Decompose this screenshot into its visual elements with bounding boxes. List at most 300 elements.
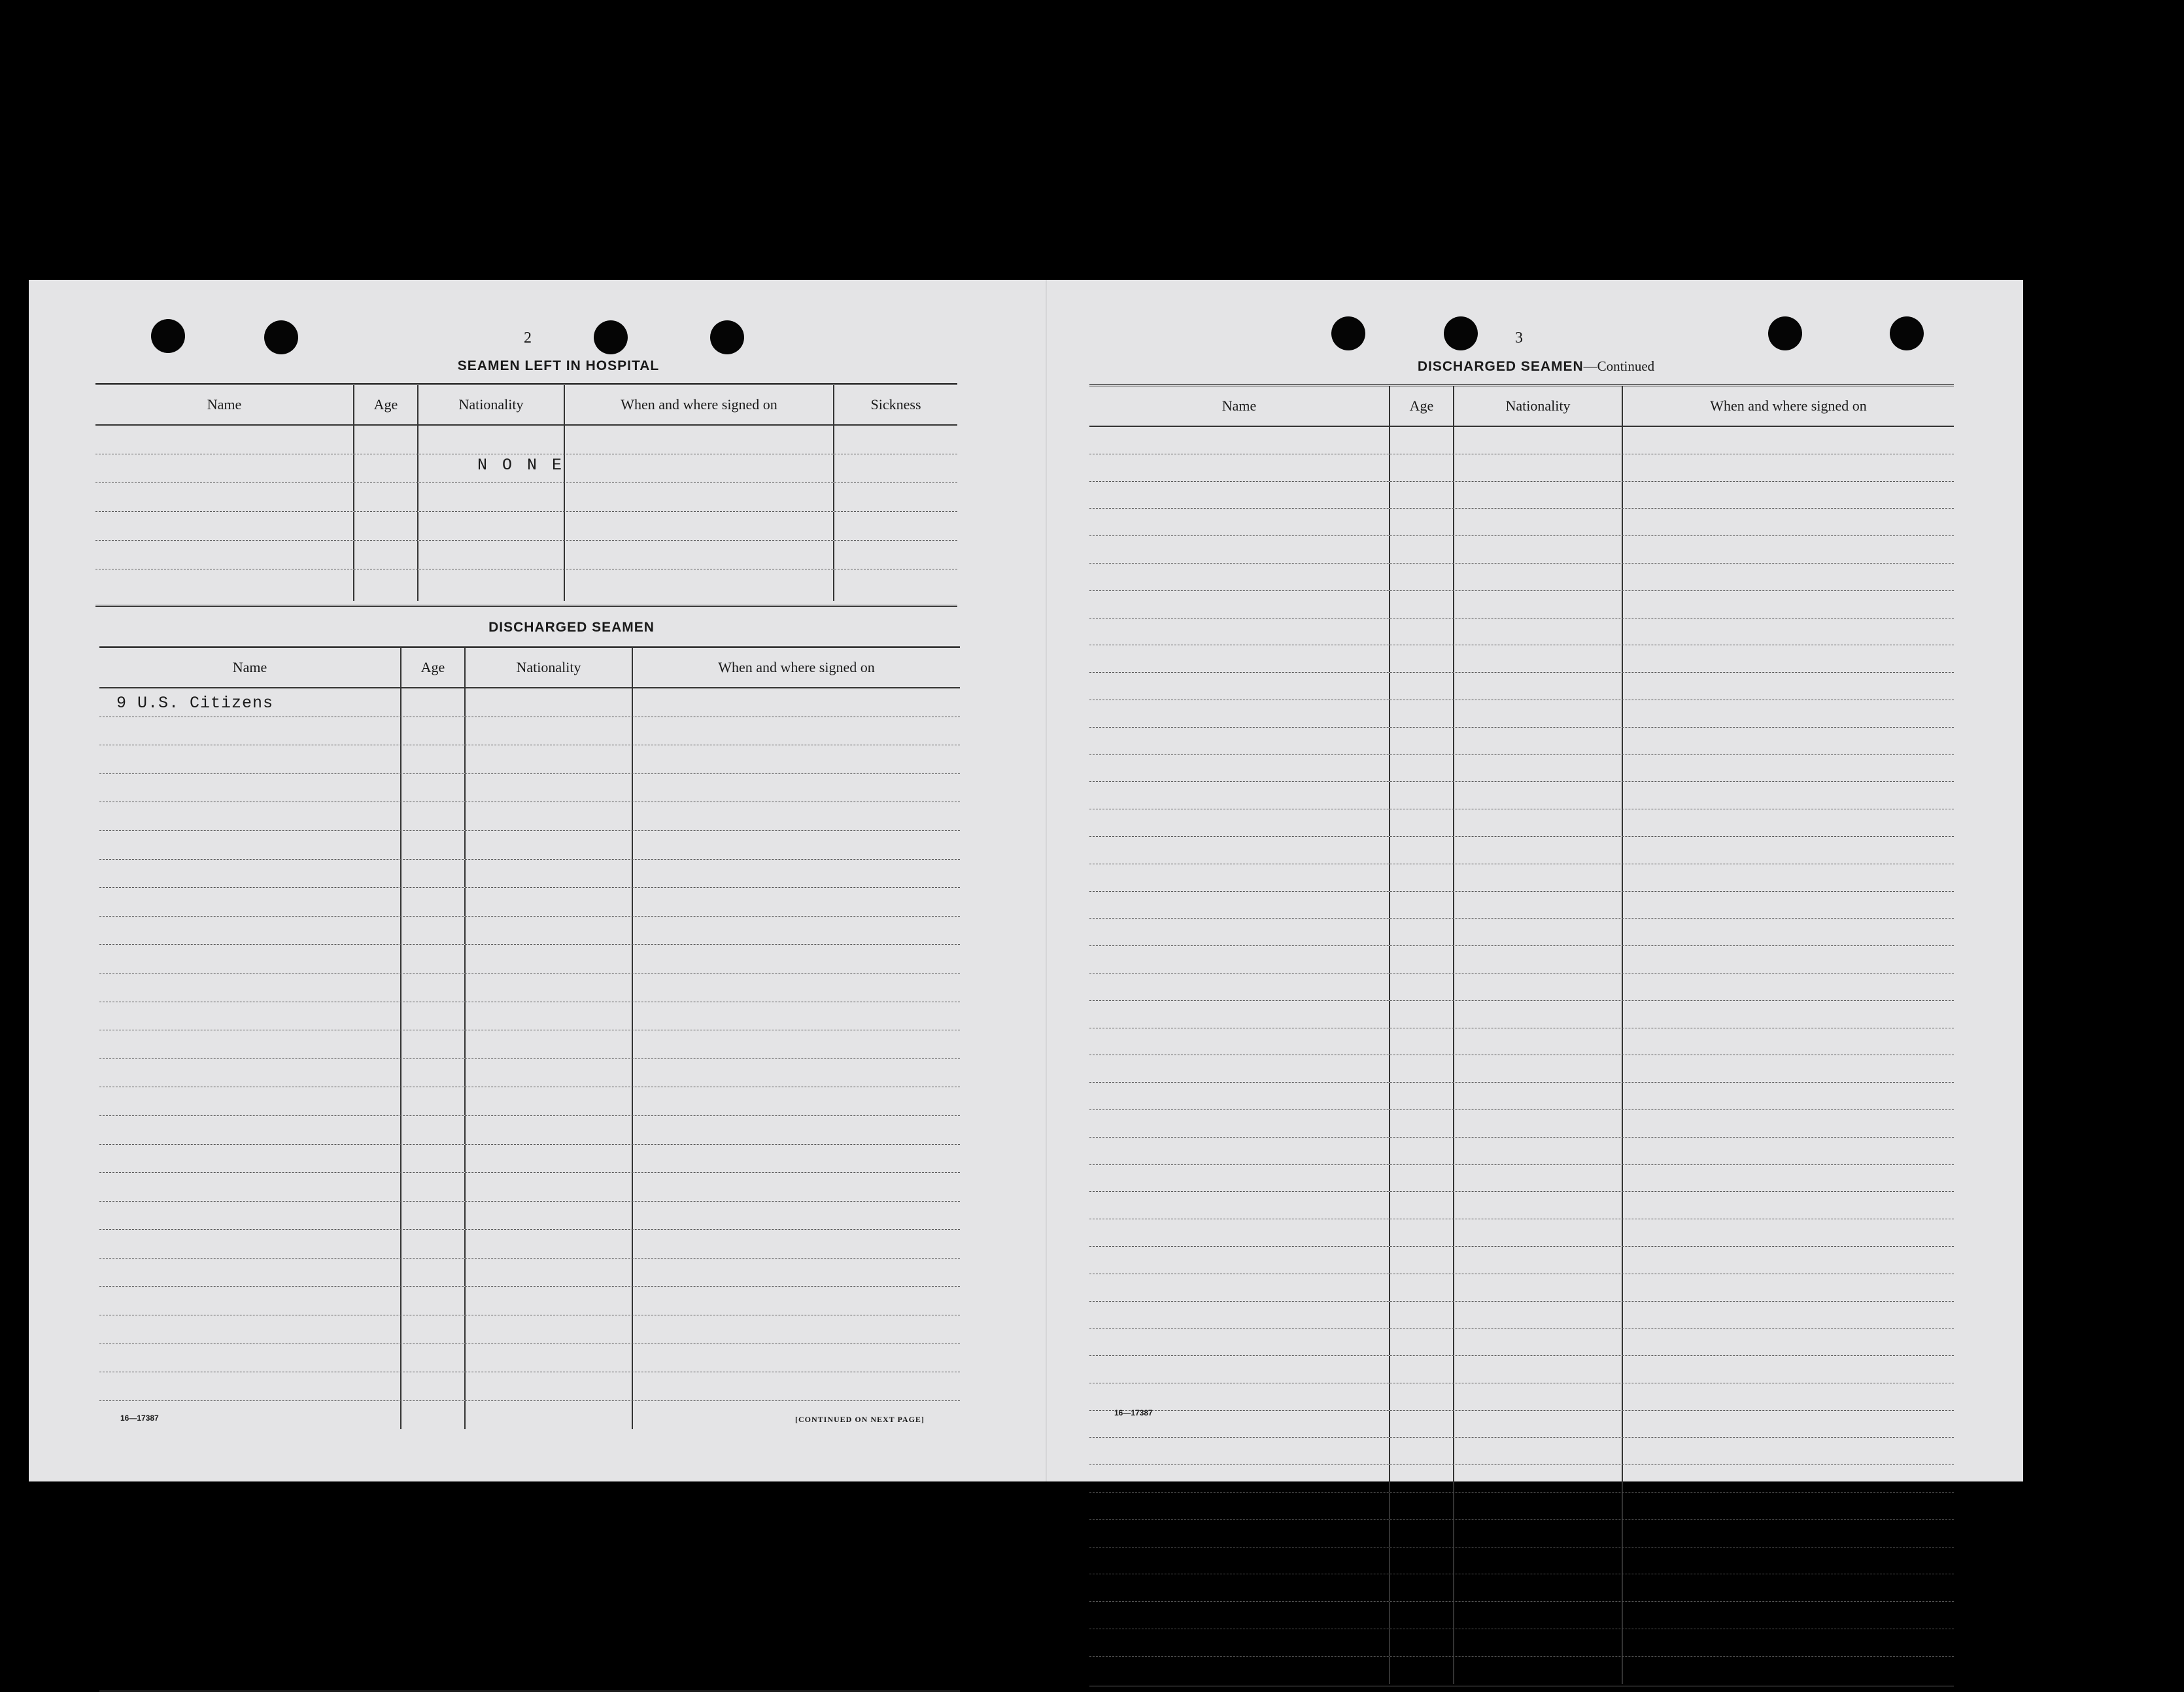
table-cell xyxy=(99,973,401,1002)
table-row xyxy=(1089,1465,1954,1493)
table-cell xyxy=(1089,973,1390,1000)
table-cell xyxy=(1454,1574,1623,1601)
table-cell xyxy=(1089,1138,1390,1164)
table-cell xyxy=(1390,618,1454,645)
table-cell xyxy=(99,1202,401,1230)
col-age-header: Age xyxy=(354,385,418,424)
table-cell xyxy=(1454,837,1623,864)
table-cell xyxy=(1623,564,1954,590)
table-cell xyxy=(1623,919,1954,945)
table-row xyxy=(1089,837,1954,864)
table-row xyxy=(1089,1247,1954,1274)
table-cell xyxy=(633,945,960,973)
title-suffix: —Continued xyxy=(1583,358,1655,374)
table-cell xyxy=(1623,1219,1954,1246)
col-name-header: Name xyxy=(99,648,401,687)
table-cell xyxy=(1390,1493,1454,1519)
table-cell xyxy=(1623,1602,1954,1629)
table-cell xyxy=(1454,1520,1623,1547)
table-row xyxy=(1089,1411,1954,1438)
table-cell xyxy=(633,917,960,945)
table-cell xyxy=(1454,1657,1623,1684)
table-cell xyxy=(1623,1629,1954,1656)
table-cell xyxy=(1390,1520,1454,1547)
table-cell xyxy=(1089,728,1390,754)
table-row xyxy=(1089,1028,1954,1056)
discharged-entry: 9 U.S. Citizens xyxy=(116,694,274,713)
table-row xyxy=(1089,755,1954,783)
table-row xyxy=(1089,864,1954,892)
table-cell xyxy=(401,888,466,916)
table-cell xyxy=(1390,946,1454,973)
table-row xyxy=(99,1059,960,1088)
table-cell xyxy=(99,745,401,773)
table-cell xyxy=(1623,782,1954,809)
table-cell xyxy=(1623,1110,1954,1137)
table-cell xyxy=(1623,973,1954,1000)
table-cell xyxy=(1089,454,1390,481)
table-row xyxy=(1089,1274,1954,1302)
table-row xyxy=(1089,1055,1954,1083)
table-cell xyxy=(1623,1247,1954,1274)
table-cell xyxy=(401,1173,466,1201)
table-cell xyxy=(1089,1493,1390,1519)
table-cell xyxy=(1390,1083,1454,1109)
col-signed-on-header: When and where signed on xyxy=(718,659,875,675)
table-cell xyxy=(633,688,960,717)
table-cell xyxy=(633,774,960,802)
table-row xyxy=(1089,973,1954,1001)
table-cell xyxy=(633,1315,960,1344)
table-cell xyxy=(1089,482,1390,509)
table-cell xyxy=(1089,892,1390,919)
table-cell xyxy=(1454,1274,1623,1301)
hospital-table-body xyxy=(95,426,957,601)
table-cell xyxy=(466,1202,633,1230)
table-cell xyxy=(1390,837,1454,864)
title-main: DISCHARGED SEAMEN xyxy=(1417,359,1584,374)
table-cell xyxy=(401,688,466,717)
table-cell xyxy=(401,1287,466,1315)
table-row xyxy=(1089,1165,1954,1193)
table-cell xyxy=(1623,536,1954,563)
table-cell xyxy=(1390,1274,1454,1301)
table-cell xyxy=(1089,1356,1390,1383)
table-cell xyxy=(1390,1001,1454,1028)
table-cell xyxy=(99,774,401,802)
col-sickness-header: Sickness xyxy=(870,396,921,413)
table-cell xyxy=(1454,755,1623,782)
table-cell xyxy=(99,802,401,830)
table-cell xyxy=(1623,482,1954,509)
table-row xyxy=(1089,782,1954,809)
table-row xyxy=(99,1173,960,1202)
table-row xyxy=(1089,1356,1954,1383)
table-cell xyxy=(1089,591,1390,618)
table-cell xyxy=(1623,809,1954,836)
table-cell xyxy=(633,1287,960,1315)
table-cell xyxy=(1454,591,1623,618)
table-cell xyxy=(1390,755,1454,782)
table-cell xyxy=(633,1116,960,1144)
table-row xyxy=(99,1030,960,1059)
table-cell xyxy=(1089,1465,1390,1492)
table-cell xyxy=(1390,1629,1454,1656)
page-number-left: 2 xyxy=(524,330,532,347)
table-cell xyxy=(1390,1411,1454,1438)
table-cell xyxy=(633,1002,960,1030)
table-cell xyxy=(1390,892,1454,919)
table-cell xyxy=(401,917,466,945)
table-cell xyxy=(466,1002,633,1030)
table-cell xyxy=(466,973,633,1002)
table-row xyxy=(95,426,957,454)
table-cell xyxy=(1390,919,1454,945)
table-cell xyxy=(1089,755,1390,782)
table-cell xyxy=(1390,1247,1454,1274)
punch-hole xyxy=(1331,316,1365,350)
table-cell xyxy=(633,1173,960,1201)
punch-hole xyxy=(1890,316,1924,350)
table-cell xyxy=(1623,1493,1954,1519)
table-cell xyxy=(1454,645,1623,672)
table-cell xyxy=(1623,1383,1954,1410)
table-cell xyxy=(1623,1465,1954,1492)
table-cell xyxy=(1390,1328,1454,1355)
table-cell xyxy=(1623,1328,1954,1355)
table-row xyxy=(1089,700,1954,728)
table-cell xyxy=(1390,864,1454,891)
table-cell xyxy=(1089,1629,1390,1656)
table-cell xyxy=(1623,427,1954,454)
table-cell xyxy=(466,1087,633,1115)
table-cell xyxy=(466,1259,633,1287)
table-cell xyxy=(1454,673,1623,700)
table-cell xyxy=(1454,946,1623,973)
col-age-header: Age xyxy=(401,648,466,687)
table-cell xyxy=(401,973,466,1002)
table-cell xyxy=(466,1287,633,1315)
table-cell xyxy=(1454,728,1623,754)
table-cell xyxy=(1454,892,1623,919)
table-row xyxy=(1089,645,1954,673)
table-cell xyxy=(1089,1438,1390,1464)
table-cell xyxy=(466,1372,633,1400)
table-cell xyxy=(1623,673,1954,700)
table-cell xyxy=(1623,645,1954,672)
table-cell xyxy=(1390,1219,1454,1246)
table-cell xyxy=(1623,755,1954,782)
table-cell xyxy=(1390,1302,1454,1328)
table-cell xyxy=(1454,1192,1623,1219)
table-row xyxy=(99,973,960,1002)
table-row xyxy=(1089,1520,1954,1548)
table-cell xyxy=(401,1087,466,1115)
table-cell xyxy=(401,860,466,888)
table-cell xyxy=(1454,1001,1623,1028)
table-cell xyxy=(99,1287,401,1315)
table-cell xyxy=(466,774,633,802)
table-cell xyxy=(401,831,466,859)
col-nationality-header: Nationality xyxy=(466,648,633,687)
table-cell xyxy=(1089,1602,1390,1629)
table-cell xyxy=(1390,1657,1454,1684)
table-cell xyxy=(633,1230,960,1258)
table-row xyxy=(99,745,960,774)
table-cell xyxy=(633,1059,960,1087)
table-row xyxy=(99,1315,960,1344)
table-cell xyxy=(633,1344,960,1372)
table-cell xyxy=(1089,837,1390,864)
table-cell xyxy=(1454,1219,1623,1246)
table-cell xyxy=(401,1315,466,1344)
table-cell xyxy=(1390,700,1454,727)
table-cell xyxy=(1454,1602,1623,1629)
table-cell xyxy=(1089,809,1390,836)
table-cell xyxy=(401,1116,466,1144)
table-cell xyxy=(99,860,401,888)
table-cell xyxy=(1623,509,1954,535)
table-row xyxy=(95,512,957,541)
table-cell xyxy=(466,1315,633,1344)
table-cell xyxy=(1089,1274,1390,1301)
table-row xyxy=(1089,1110,1954,1138)
table-row xyxy=(99,831,960,860)
table-cell xyxy=(466,802,633,830)
discharged-continued-title xyxy=(1294,358,1778,375)
table-cell xyxy=(633,1145,960,1173)
table-cell xyxy=(1089,618,1390,645)
table-cell xyxy=(466,1145,633,1173)
table-cell xyxy=(1454,919,1623,945)
discharged-section-title: DISCHARGED SEAMEN xyxy=(488,620,655,635)
table-row xyxy=(1089,946,1954,973)
table-cell xyxy=(1089,1001,1390,1028)
table-cell xyxy=(1454,1548,1623,1574)
table-cell xyxy=(1390,973,1454,1000)
page-number-right: 3 xyxy=(1515,330,1523,347)
table-cell xyxy=(466,1030,633,1058)
table-cell xyxy=(1390,1165,1454,1192)
table-cell xyxy=(1454,1138,1623,1164)
table-cell xyxy=(1623,1520,1954,1547)
punch-hole xyxy=(151,319,185,353)
table-row xyxy=(1089,591,1954,618)
table-cell xyxy=(1390,536,1454,563)
table-cell xyxy=(1454,454,1623,481)
table-cell xyxy=(1089,1548,1390,1574)
table-cell xyxy=(466,1344,633,1372)
hospital-section-title: SEAMEN LEFT IN HOSPITAL xyxy=(457,358,660,373)
table-cell xyxy=(99,1344,401,1372)
table-row xyxy=(99,1230,960,1259)
table-cell xyxy=(1089,1383,1390,1410)
table-cell xyxy=(401,774,466,802)
table-cell xyxy=(99,888,401,916)
table-cell xyxy=(1623,892,1954,919)
table-cell xyxy=(1623,1274,1954,1301)
punch-hole xyxy=(594,320,628,354)
table-cell xyxy=(1623,1083,1954,1109)
table-cell xyxy=(1089,864,1390,891)
table-cell xyxy=(1454,1493,1623,1519)
table-cell xyxy=(1390,1438,1454,1464)
table-row xyxy=(99,802,960,831)
table-cell xyxy=(1623,1548,1954,1574)
table-cell xyxy=(1390,1465,1454,1492)
table-cell xyxy=(99,1230,401,1258)
table-cell xyxy=(1623,1165,1954,1192)
table-cell xyxy=(1623,1356,1954,1383)
table-cell xyxy=(466,1116,633,1144)
col-signed-on-header: When and where signed on xyxy=(1710,398,1867,414)
table-cell xyxy=(1089,536,1390,563)
hospital-table-header xyxy=(95,385,957,426)
table-cell xyxy=(401,1259,466,1287)
table-cell xyxy=(1390,645,1454,672)
table-row xyxy=(1089,509,1954,536)
table-row xyxy=(99,1002,960,1031)
table-row xyxy=(99,860,960,888)
table-cell xyxy=(401,1059,466,1087)
table-row xyxy=(1089,1302,1954,1329)
table-cell xyxy=(1454,1465,1623,1492)
discharged-table-right xyxy=(1089,384,1954,1687)
table-cell xyxy=(1454,809,1623,836)
col-nationality-header: Nationality xyxy=(418,385,565,424)
table-cell xyxy=(1454,864,1623,891)
form-number-left: 16—17387 xyxy=(120,1413,159,1423)
table-cell xyxy=(1454,1055,1623,1082)
table-cell xyxy=(1390,1055,1454,1082)
table-cell xyxy=(1454,509,1623,535)
table-cell xyxy=(1454,564,1623,590)
table-row xyxy=(1089,454,1954,482)
table-row xyxy=(1089,1219,1954,1247)
table-cell xyxy=(401,1401,466,1430)
col-signed-on-header: When and where signed on xyxy=(565,385,834,424)
manifest-sheet xyxy=(29,280,2023,1481)
table-cell xyxy=(1623,700,1954,727)
table-cell xyxy=(99,1002,401,1030)
table-cell xyxy=(401,802,466,830)
table-cell xyxy=(1454,482,1623,509)
table-cell xyxy=(401,1145,466,1173)
table-row xyxy=(1089,564,1954,591)
table-cell xyxy=(1390,1574,1454,1601)
table-cell xyxy=(1390,673,1454,700)
table-row xyxy=(1089,1192,1954,1219)
table-row xyxy=(1089,1629,1954,1657)
table-cell xyxy=(1089,509,1390,535)
table-cell xyxy=(1623,591,1954,618)
table-row xyxy=(99,945,960,973)
col-age-header: Age xyxy=(1390,386,1454,426)
table-cell xyxy=(401,1372,466,1400)
table-cell xyxy=(466,917,633,945)
discharged-table-left xyxy=(99,646,960,1692)
table-cell xyxy=(1623,618,1954,645)
table-row xyxy=(99,1202,960,1230)
table-row xyxy=(99,1116,960,1145)
page-fold xyxy=(1046,280,1047,1481)
table-cell xyxy=(99,831,401,859)
table-cell xyxy=(99,1145,401,1173)
table-cell xyxy=(633,1372,960,1400)
table-cell xyxy=(99,688,401,717)
table-cell xyxy=(1454,618,1623,645)
table-cell xyxy=(99,1087,401,1115)
table-cell xyxy=(1454,1356,1623,1383)
table-cell xyxy=(1454,1629,1623,1656)
discharged-table-header xyxy=(99,648,960,688)
table-cell xyxy=(633,860,960,888)
table-row xyxy=(1089,536,1954,564)
table-cell xyxy=(1089,946,1390,973)
table-cell xyxy=(1390,482,1454,509)
table-row xyxy=(1089,673,1954,700)
table-cell xyxy=(1089,1028,1390,1055)
table-cell xyxy=(1623,1411,1954,1438)
table-row xyxy=(1089,618,1954,646)
table-row xyxy=(1089,728,1954,755)
table-row xyxy=(99,717,960,746)
table-cell xyxy=(1390,782,1454,809)
table-cell xyxy=(1623,1001,1954,1028)
table-cell xyxy=(1454,1383,1623,1410)
table-cell xyxy=(1390,1138,1454,1164)
table-row xyxy=(95,541,957,569)
table-row xyxy=(1089,482,1954,509)
table-cell xyxy=(1089,1520,1390,1547)
table-cell xyxy=(633,802,960,830)
table-cell xyxy=(1454,700,1623,727)
table-cell xyxy=(1390,1110,1454,1137)
table-cell xyxy=(1089,427,1390,454)
table-cell xyxy=(1623,728,1954,754)
table-cell xyxy=(1454,1328,1623,1355)
table-row xyxy=(99,1344,960,1373)
hospital-none-entry: N O N E xyxy=(477,456,565,475)
col-name-header: Name xyxy=(1089,386,1390,426)
table-cell xyxy=(1089,782,1390,809)
table-row xyxy=(99,888,960,917)
table-cell xyxy=(1454,1411,1623,1438)
table-row xyxy=(1089,1548,1954,1575)
table-cell xyxy=(99,1059,401,1087)
table-cell xyxy=(466,745,633,773)
table-cell xyxy=(1454,782,1623,809)
form-number-right: 16—17387 xyxy=(1114,1408,1153,1417)
table-cell xyxy=(1089,1219,1390,1246)
table-row xyxy=(1089,809,1954,837)
table-cell xyxy=(1089,645,1390,672)
table-row xyxy=(1089,919,1954,946)
table-row xyxy=(99,1259,960,1287)
table-cell xyxy=(1623,454,1954,481)
table-cell xyxy=(1623,864,1954,891)
col-name-header: Name xyxy=(95,385,354,424)
table-cell xyxy=(1454,1247,1623,1274)
table-cell xyxy=(1089,1192,1390,1219)
discharged-table-body xyxy=(99,688,960,1429)
table-row xyxy=(1089,427,1954,454)
table-row xyxy=(1089,1328,1954,1356)
table-cell xyxy=(1454,1438,1623,1464)
table-cell xyxy=(401,1002,466,1030)
table-cell xyxy=(1623,837,1954,864)
table-cell xyxy=(1454,1028,1623,1055)
